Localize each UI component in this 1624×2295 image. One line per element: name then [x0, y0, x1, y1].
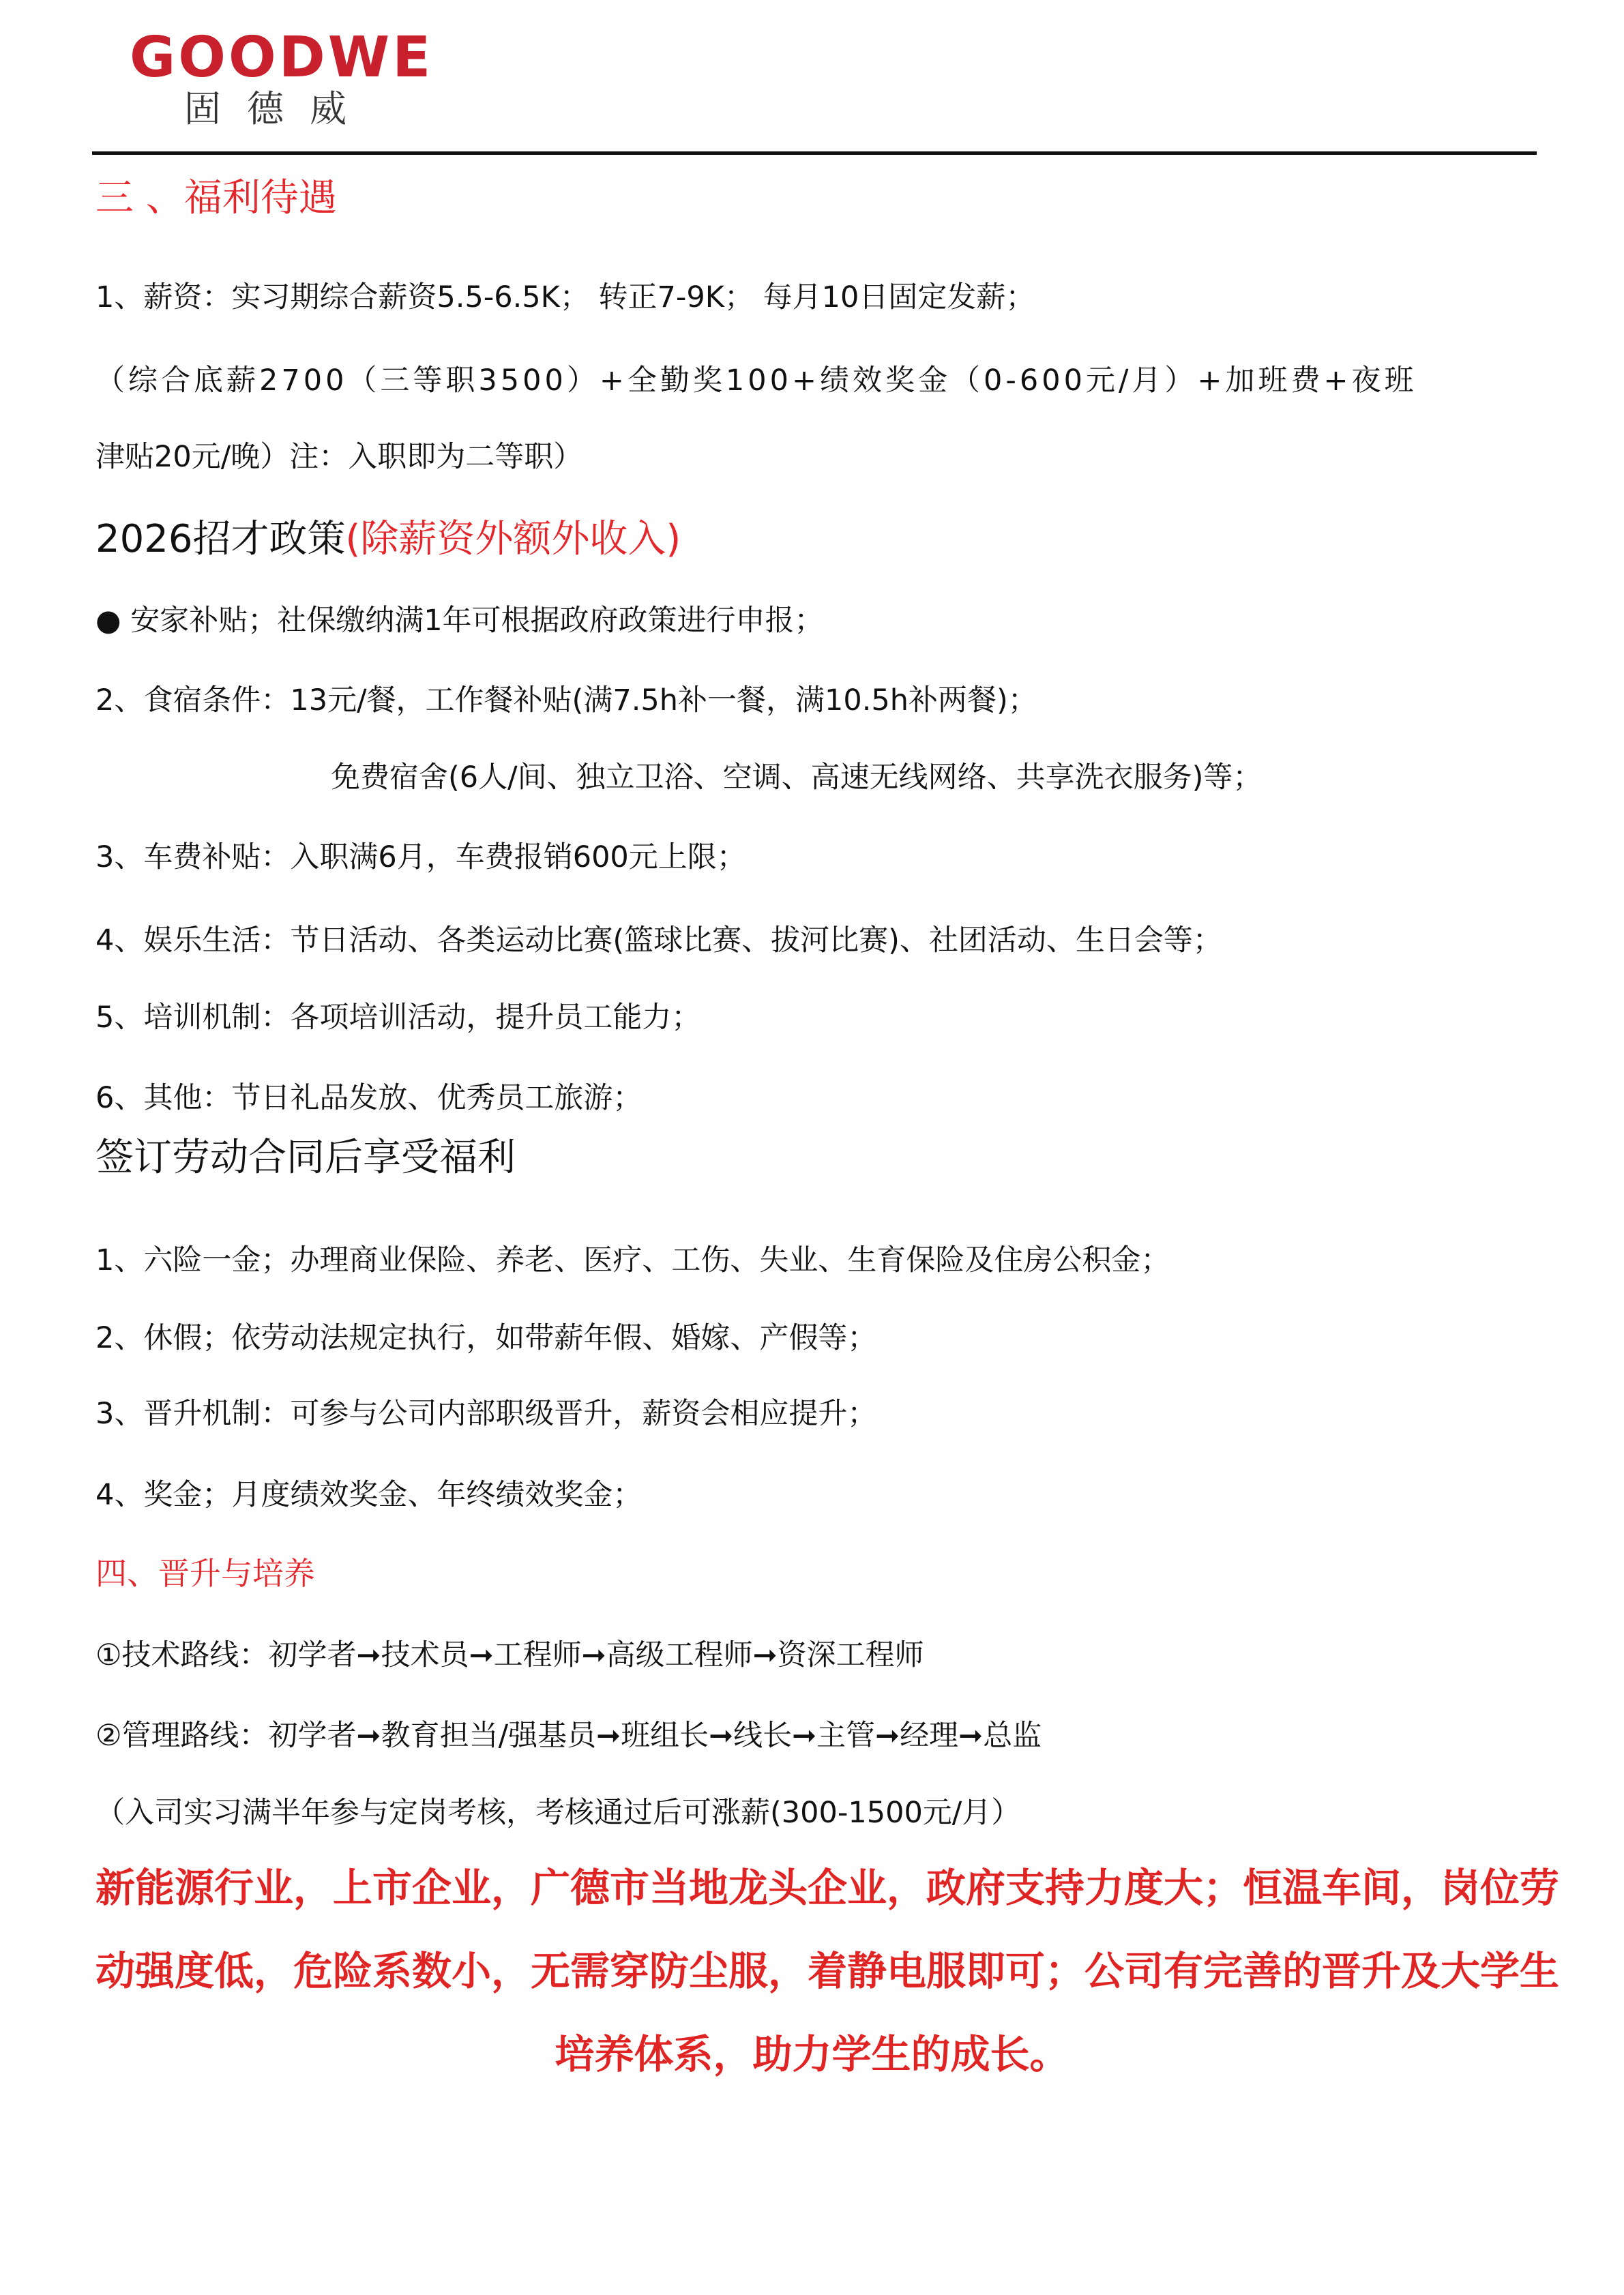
- other-line: 6、其他：节日礼品发放、优秀员工旅游；: [95, 1081, 643, 1115]
- section4-title: 四、晋升与培养: [95, 1555, 315, 1592]
- policy-heading: [95, 515, 681, 564]
- salary-detail-1: （综合底薪2700（三等职3500）+全勤奖100+绩效奖金（0-600元/月）+加班费+夜班: [95, 364, 1417, 398]
- training-line: 5、培训机制：各项培训活动，提升员工能力；: [95, 1001, 701, 1035]
- contract-item: 2、休假；依劳动法规定执行，如带薪年假、婚嫁、产假等；: [95, 1321, 877, 1355]
- salary-detail-2: 津贴20元/晚）注：入职即为二等职）: [95, 440, 583, 474]
- travel-line: 3、车费补贴：入职满6月，车费报销600元上限；: [95, 840, 746, 874]
- management-path: ②管理路线：初学者➞教育担当/强基员➞班组长➞线长➞主管➞经理➞总监: [95, 1719, 1042, 1753]
- contract-item: 3、晋升机制：可参与公司内部职级晋升，薪资会相应提升；: [95, 1397, 877, 1431]
- contract-item: 1、六险一金；办理商业保险、养老、医疗、工伤、失业、生育保险及住房公积金；: [95, 1243, 1170, 1277]
- board-line: 2、食宿条件：13元/餐，工作餐补贴(满7.5h补一餐，满10.5h补两餐)；: [95, 683, 1037, 717]
- tech-path: ①技术路线：初学者➞技术员➞工程师➞高级工程师➞资深工程师: [95, 1638, 924, 1672]
- promotion-note: （入司实习满半年参与定岗考核，考核通过后可涨薪(300-1500元/月）: [95, 1796, 1021, 1830]
- header-divider: [92, 151, 1537, 155]
- contract-title: 签订劳动合同后享受福利: [95, 1136, 516, 1180]
- policy-title: 2026招才政策: [95, 517, 346, 561]
- salary-line: 1、薪资：实习期综合薪资5.5-6.5K； 转正7-9K； 每月10日固定发薪；: [95, 280, 1035, 314]
- settle-allowance: ● 安家补贴；社保缴纳满1年可根据政府政策进行申报；: [95, 604, 824, 638]
- logo-wordmark-cn: 固德威: [184, 87, 372, 130]
- highlight-line-2: 动强度低，危险系数小，无需穿防尘服，着静电服即可；公司有完善的晋升及大学生: [95, 1948, 1560, 1994]
- goodwe-logo: [130, 25, 450, 130]
- leisure-line: 4、娱乐生活：节日活动、各类运动比赛(篮球比赛、拔河比赛)、社团活动、生日会等；: [95, 923, 1222, 958]
- logo-wordmark-en: GOODWE: [130, 25, 434, 90]
- highlight-line-3: 培养体系，助力学生的成长。: [555, 2031, 1069, 2077]
- section3-title: 三 、福利待遇: [95, 176, 337, 220]
- contract-item: 4、奖金；月度绩效奖金、年终绩效奖金；: [95, 1478, 643, 1512]
- policy-title-note: (除薪资外额外收入): [345, 517, 681, 561]
- highlight-line-1: 新能源行业，上市企业，广德市当地龙头企业，政府支持力度大；恒温车间，岗位劳: [95, 1865, 1560, 1911]
- dorm-line: 免费宿舍(6人/间、独立卫浴、空调、高速无线网络、共享洗衣服务)等；: [331, 760, 1263, 795]
